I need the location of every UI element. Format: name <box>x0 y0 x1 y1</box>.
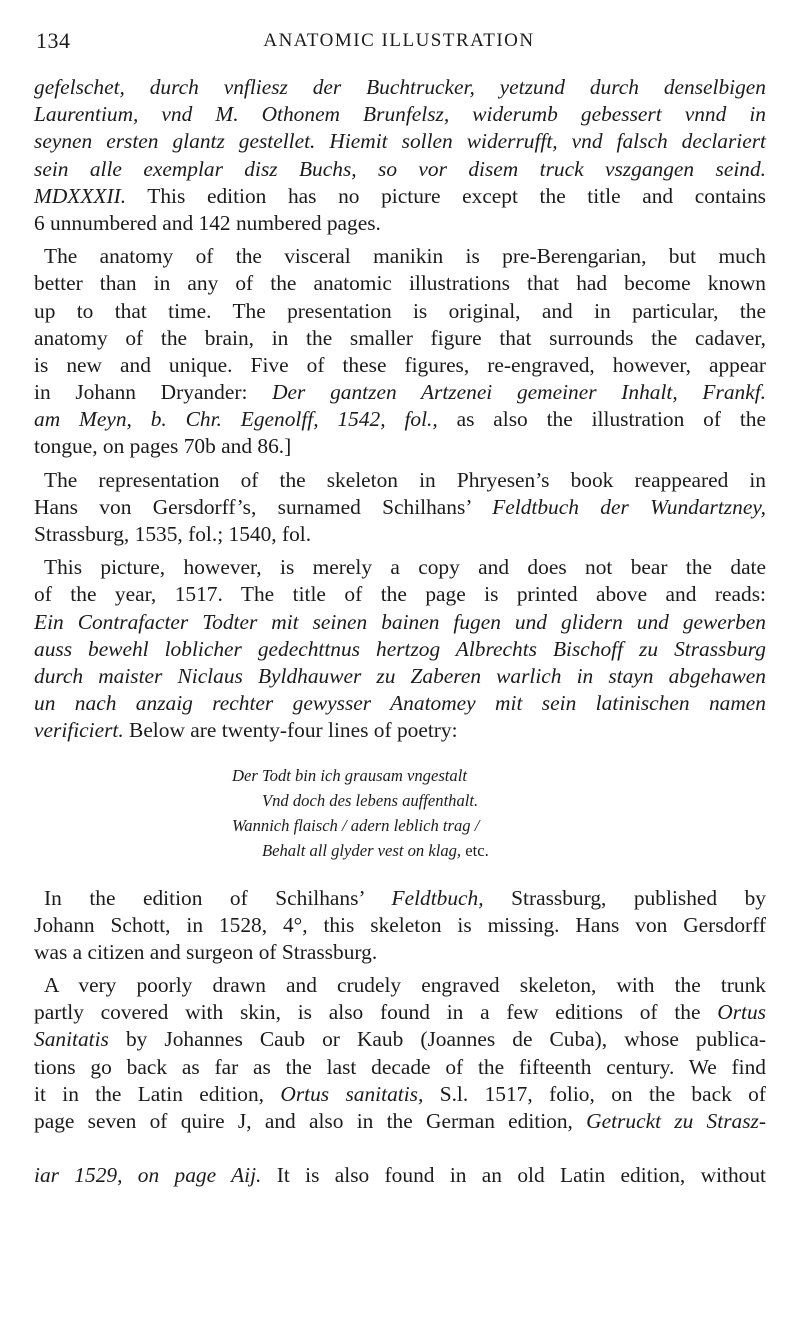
text-body <box>34 74 766 1190</box>
page-number: 134 <box>36 28 71 53</box>
text-line: Laurentium, vnd M. Othonem Brunfelsz, widerumb gebessert vnnd in <box>34 102 766 127</box>
text-line: A very poorly drawn and crudely engraved skeleton, with the trunk <box>44 973 766 998</box>
text-line: Sanitatis by Johannes Caub or Kaub (Joannes de Cuba), whose publica- <box>34 1027 766 1052</box>
text-line: durch maister Niclaus Byldhauwer zu Zaberen warlich in stayn abgehawen <box>34 663 766 688</box>
text-line: auss bewehl loblicher gedechttnus hertzog Albrechts Bischoff zu Strassburg <box>34 636 766 661</box>
text-line: verificiert. Below are twenty-four lines of poetry: <box>34 718 458 743</box>
text-line: Strassburg, 1535, fol.; 1540, fol. <box>34 522 312 546</box>
running-title: ANATOMIC ILLUSTRATION <box>263 30 535 51</box>
text-line: in Johann Dryander: Der gantzen Artzenei gemeiner Inhalt, Frankf. <box>34 380 766 405</box>
text-line: better than in any of the anatomic illustrations that had become known <box>34 271 766 296</box>
text-line: tions go back as far as the last decade of the fifteenth century. We find <box>34 1054 766 1079</box>
poem-block <box>34 763 766 863</box>
text-line: anatomy of the brain, in the smaller figure that surrounds the cadaver, <box>34 325 766 350</box>
running-header <box>32 28 766 58</box>
poem-line: Vnd doch des lebens auffenthalt. <box>262 790 479 810</box>
text-line: seynen ersten glantz gestellet. Hiemit sollen widerrufft, vnd falsch declariert <box>34 129 766 154</box>
poem-line: Wannich flaisch / adern leblich trag / <box>232 815 480 835</box>
text-line: am Meyn, b. Chr. Egenolff, 1542, fol., as also the illustration of the <box>34 407 766 432</box>
text-line: 6 unnumbered and 142 numbered pages. <box>34 210 381 235</box>
text-line: sein alle exemplar disz Buchs, so vor disem truck vszgangen seind. <box>34 156 766 181</box>
text-line: Johann Schott, in 1528, 4°, this skeleton is missing. Hans von Gersdorff <box>34 912 766 937</box>
text-line <box>34 1135 766 1162</box>
text-line: it in the Latin edition, Ortus sanitatis, S.l. 1517, folio, on the back of <box>34 1081 766 1106</box>
text-line: un nach anzaig rechter gewysser Anatomey mit sein latinischen namen <box>34 691 766 716</box>
text-line: MDXXXII. This edition has no picture except the title and contains <box>34 183 766 208</box>
text-line: of the year, 1517. The title of the page is printed above and reads: <box>34 582 766 607</box>
text-line: is new and unique. Five of these figures, re-engraved, however, appear <box>34 352 766 377</box>
text-line: This picture, however, is merely a copy and does not bear the date <box>44 555 766 580</box>
text-line: Hans von Gersdorff’s, surnamed Schilhans’ Feldtbuch der Wundartzney, <box>34 494 766 519</box>
text-line: tongue, on pages 70b and 86.] <box>34 434 292 459</box>
text-line: Ein Contrafacter Todter mit seinen bainen fugen und glidern und gewerben <box>34 609 766 634</box>
text-line: was a citizen and surgeon of Strassburg. <box>34 939 378 964</box>
text-line: The anatomy of the visceral manikin is pre-Berengarian, but much <box>44 244 766 269</box>
text-line: partly covered with skin, is also found in a few editions of the Ortus <box>34 1000 766 1025</box>
text-line: page seven of quire J, and also in the German edition, Getruckt zu Strasz- <box>34 1109 766 1133</box>
poem-line: Der Todt bin ich grausam vngestalt <box>232 765 467 785</box>
text-line: The representation of the skeleton in Phryesen’s book reappeared in <box>44 467 766 492</box>
poem-line: Behalt all glyder vest on klag, etc. <box>262 840 489 860</box>
text-line: In the edition of Schilhans’ Feldtbuch, Strassburg, published by <box>44 885 767 910</box>
text-line: up to that time. The presentation is original, and in particular, the <box>34 298 766 323</box>
text-line: gefelschet, durch vnfliesz der Buchtrucker, yetzund durch denselbigen <box>34 75 766 99</box>
text-line: iar 1529, on page Aij. It is also found in an old Latin edition, without <box>34 1163 766 1188</box>
